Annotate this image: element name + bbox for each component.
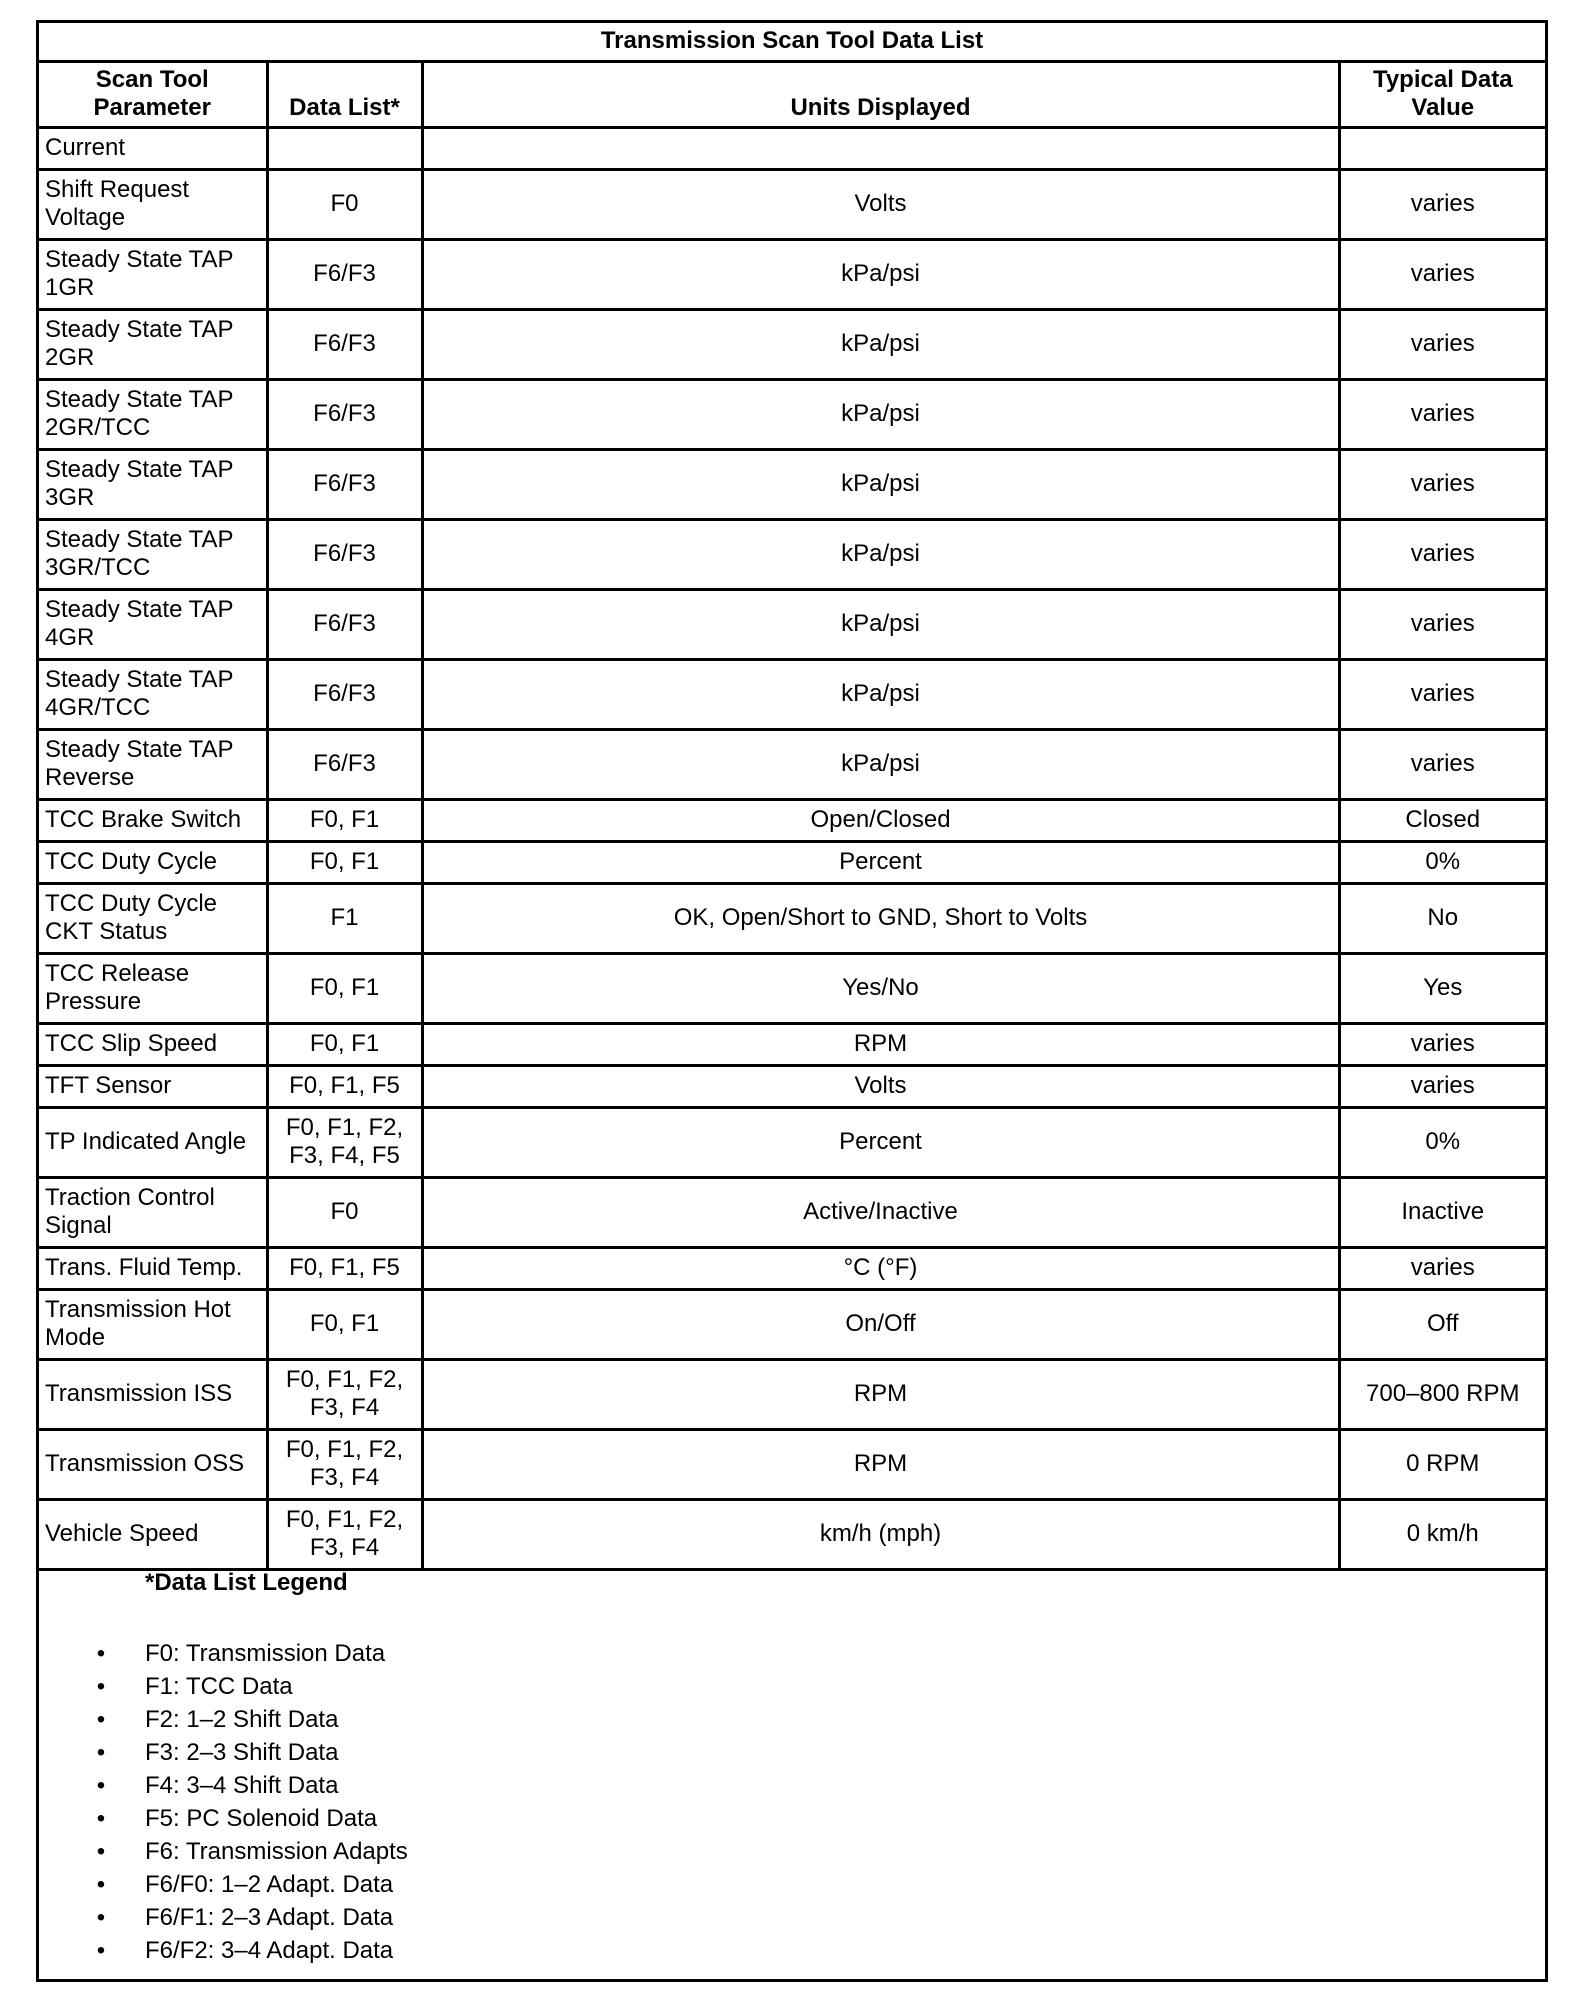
cell-typical-value: varies (1339, 379, 1545, 449)
cell-units: On/Off (422, 1289, 1339, 1359)
cell-data-list: F0, F1 (267, 953, 422, 1023)
cell-typical-value: varies (1339, 659, 1545, 729)
cell-typical-value: 700–800 RPM (1339, 1359, 1545, 1429)
cell-data-list: F6/F3 (267, 589, 422, 659)
table-row (39, 659, 1545, 729)
cell-data-list: F0, F1 (267, 1289, 422, 1359)
cell-parameter: Current (39, 127, 267, 169)
cell-typical-value: 0 km/h (1339, 1499, 1545, 1569)
cell-units: RPM (422, 1023, 1339, 1065)
table-title: Transmission Scan Tool Data List (39, 23, 1545, 61)
cell-typical-value: varies (1339, 729, 1545, 799)
cell-units: OK, Open/Short to GND, Short to Volts (422, 883, 1339, 953)
header-typical-value: Typical Data Value (1339, 61, 1545, 127)
cell-data-list: F0, F1 (267, 1023, 422, 1065)
cell-data-list: F6/F3 (267, 659, 422, 729)
legend-title: *Data List Legend (145, 1569, 348, 1596)
table-row (39, 239, 1545, 309)
cell-data-list: F0, F1, F5 (267, 1247, 422, 1289)
cell-units: °C (°F) (422, 1247, 1339, 1289)
legend-item-text: F6/F1: 2–3 Adapt. Data (145, 1904, 394, 1931)
legend-item-text: F0: Transmission Data (145, 1640, 386, 1667)
table-row (39, 519, 1545, 589)
cell-typical-value: Off (1339, 1289, 1545, 1359)
cell-units: Active/Inactive (422, 1177, 1339, 1247)
cell-data-list: F6/F3 (267, 519, 422, 589)
cell-parameter: Transmission Hot Mode (39, 1289, 267, 1359)
cell-data-list: F0, F1, F2, F3, F4, F5 (267, 1107, 422, 1177)
table-row (39, 1499, 1545, 1569)
legend-item (39, 1868, 408, 1901)
table-row (39, 1177, 1545, 1247)
cell-typical-value: No (1339, 883, 1545, 953)
bullet-icon: • (96, 1673, 106, 1700)
cell-data-list: F6/F3 (267, 239, 422, 309)
cell-typical-value (1339, 127, 1545, 169)
cell-units: Open/Closed (422, 799, 1339, 841)
cell-parameter: TCC Brake Switch (39, 799, 267, 841)
legend-item-text: F2: 1–2 Shift Data (145, 1706, 339, 1733)
bullet-icon: • (96, 1739, 106, 1766)
cell-units: kPa/psi (422, 519, 1339, 589)
table-body (39, 127, 1545, 1569)
cell-parameter: Shift Request Voltage (39, 169, 267, 239)
legend-item-text: F6/F2: 3–4 Adapt. Data (145, 1937, 394, 1964)
table-row (39, 169, 1545, 239)
legend-item (39, 1736, 408, 1769)
cell-units: RPM (422, 1359, 1339, 1429)
table-row (39, 883, 1545, 953)
cell-parameter: TCC Release Pressure (39, 953, 267, 1023)
table-row (39, 449, 1545, 519)
bullet-icon: • (96, 1838, 106, 1865)
cell-units: kPa/psi (422, 589, 1339, 659)
table-row (39, 379, 1545, 449)
table-row (39, 589, 1545, 659)
cell-parameter: TP Indicated Angle (39, 1107, 267, 1177)
cell-parameter: Steady State TAP 3GR (39, 449, 267, 519)
table-row (39, 799, 1545, 841)
legend-item (39, 1703, 408, 1736)
cell-parameter: TFT Sensor (39, 1065, 267, 1107)
cell-typical-value: 0 RPM (1339, 1429, 1545, 1499)
legend-item (39, 1802, 408, 1835)
legend-item-text: F4: 3–4 Shift Data (145, 1772, 339, 1799)
legend-item (39, 1835, 408, 1868)
cell-typical-value: varies (1339, 449, 1545, 519)
cell-data-list: F6/F3 (267, 729, 422, 799)
cell-data-list: F0 (267, 169, 422, 239)
bullet-icon: • (96, 1871, 106, 1898)
cell-parameter: TCC Slip Speed (39, 1023, 267, 1065)
cell-data-list: F6/F3 (267, 309, 422, 379)
legend-item (39, 1637, 408, 1670)
cell-units: kPa/psi (422, 729, 1339, 799)
table-row (39, 1359, 1545, 1429)
cell-data-list (267, 127, 422, 169)
legend-item (39, 1901, 408, 1934)
table-row (39, 1429, 1545, 1499)
cell-typical-value: varies (1339, 589, 1545, 659)
table-row (39, 1023, 1545, 1065)
cell-typical-value: varies (1339, 519, 1545, 589)
cell-data-list: F1 (267, 883, 422, 953)
cell-data-list: F0, F1 (267, 841, 422, 883)
cell-parameter: TCC Duty Cycle (39, 841, 267, 883)
cell-typical-value: Inactive (1339, 1177, 1545, 1247)
table-row (39, 841, 1545, 883)
cell-parameter: Steady State TAP 4GR/TCC (39, 659, 267, 729)
cell-units: RPM (422, 1429, 1339, 1499)
table-row (39, 309, 1545, 379)
cell-parameter: Steady State TAP 2GR (39, 309, 267, 379)
cell-typical-value: 0% (1339, 841, 1545, 883)
cell-parameter: Transmission ISS (39, 1359, 267, 1429)
cell-parameter: Steady State TAP Reverse (39, 729, 267, 799)
bullet-icon: • (96, 1640, 106, 1667)
table-row (39, 729, 1545, 799)
cell-units: kPa/psi (422, 659, 1339, 729)
table-row (39, 953, 1545, 1023)
cell-units: Volts (422, 169, 1339, 239)
table-row (39, 127, 1545, 169)
header-units: Units Displayed (422, 61, 1339, 127)
bullet-icon: • (96, 1937, 106, 1964)
legend-item-text: F5: PC Solenoid Data (145, 1805, 378, 1832)
table-row (39, 1065, 1545, 1107)
cell-units: kPa/psi (422, 309, 1339, 379)
scan-tool-data-table (39, 23, 1545, 1571)
cell-parameter: Transmission OSS (39, 1429, 267, 1499)
header-parameter: Scan Tool Parameter (39, 61, 267, 127)
cell-parameter: Steady State TAP 4GR (39, 589, 267, 659)
cell-typical-value: varies (1339, 239, 1545, 309)
cell-units: kPa/psi (422, 239, 1339, 309)
table-row (39, 1247, 1545, 1289)
legend-item (39, 1769, 408, 1802)
cell-typical-value: varies (1339, 1065, 1545, 1107)
cell-typical-value: Closed (1339, 799, 1545, 841)
header-data-list: Data List* (267, 61, 422, 127)
bullet-icon: • (96, 1805, 106, 1832)
bullet-icon: • (96, 1706, 106, 1733)
cell-parameter: Vehicle Speed (39, 1499, 267, 1569)
cell-parameter: Trans. Fluid Temp. (39, 1247, 267, 1289)
cell-data-list: F0, F1, F2, F3, F4 (267, 1499, 422, 1569)
cell-units: Percent (422, 1107, 1339, 1177)
cell-typical-value: Yes (1339, 953, 1545, 1023)
cell-data-list: F6/F3 (267, 449, 422, 519)
legend-item (39, 1934, 408, 1967)
cell-parameter: Steady State TAP 1GR (39, 239, 267, 309)
cell-units: km/h (mph) (422, 1499, 1339, 1569)
cell-units: Percent (422, 841, 1339, 883)
cell-parameter: Traction Control Signal (39, 1177, 267, 1247)
cell-typical-value: varies (1339, 309, 1545, 379)
bullet-icon: • (96, 1772, 106, 1799)
table-row (39, 1289, 1545, 1359)
cell-parameter: Steady State TAP 2GR/TCC (39, 379, 267, 449)
cell-parameter: TCC Duty Cycle CKT Status (39, 883, 267, 953)
cell-data-list: F0, F1 (267, 799, 422, 841)
legend-item-text: F6/F0: 1–2 Adapt. Data (145, 1871, 394, 1898)
cell-units: Yes/No (422, 953, 1339, 1023)
legend-item-text: F1: TCC Data (145, 1673, 293, 1700)
cell-typical-value: varies (1339, 169, 1545, 239)
cell-parameter: Steady State TAP 3GR/TCC (39, 519, 267, 589)
cell-data-list: F0, F1, F2, F3, F4 (267, 1429, 422, 1499)
cell-data-list: F0, F1, F2, F3, F4 (267, 1359, 422, 1429)
cell-units: kPa/psi (422, 449, 1339, 519)
cell-data-list: F6/F3 (267, 379, 422, 449)
cell-typical-value: varies (1339, 1023, 1545, 1065)
legend-item (39, 1670, 408, 1703)
cell-typical-value: 0% (1339, 1107, 1545, 1177)
bullet-icon: • (96, 1904, 106, 1931)
cell-units: Volts (422, 1065, 1339, 1107)
cell-data-list: F0 (267, 1177, 422, 1247)
cell-units (422, 127, 1339, 169)
cell-data-list: F0, F1, F5 (267, 1065, 422, 1107)
legend-item-text: F3: 2–3 Shift Data (145, 1739, 339, 1766)
cell-typical-value: varies (1339, 1247, 1545, 1289)
cell-units: kPa/psi (422, 379, 1339, 449)
legend-item-text: F6: Transmission Adapts (145, 1838, 408, 1865)
table-row (39, 1107, 1545, 1177)
legend-list (39, 1637, 408, 1967)
document-page (36, 20, 1548, 1982)
